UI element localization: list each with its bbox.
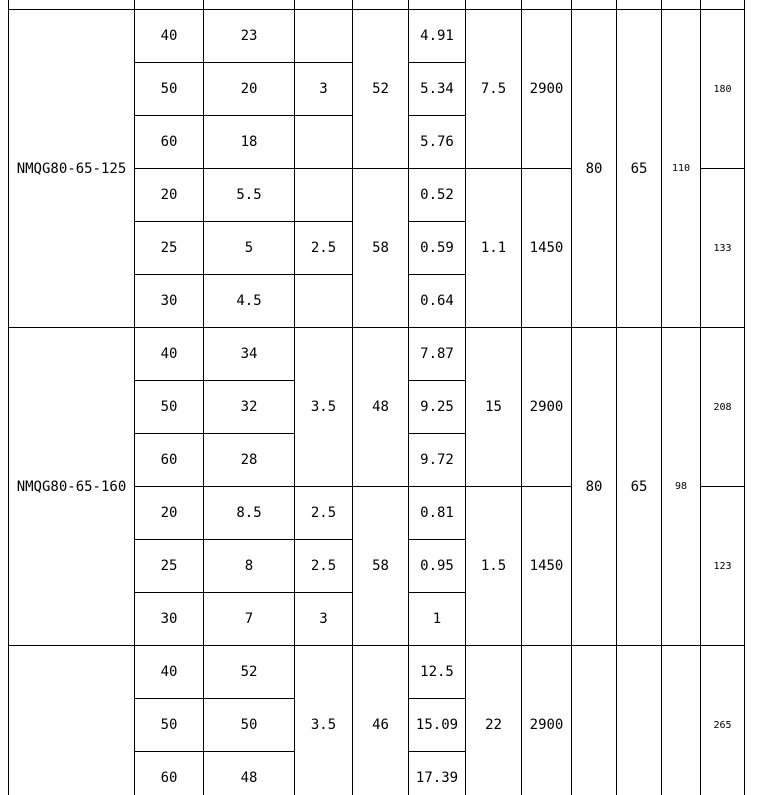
flow-cell: 20 [135, 487, 204, 540]
npsh-cell: 2.5 [295, 540, 353, 593]
motor-power-cell: 7.5 [466, 10, 522, 169]
shaft-power-cell: 0.59 [409, 222, 466, 275]
shaft-power-cell: 0.52 [409, 169, 466, 222]
efficiency-cell: 58 [353, 169, 409, 328]
shaft-power-cell: 5.76 [409, 116, 466, 169]
head-cell: 34 [204, 328, 295, 381]
npsh-cell: 2.5 [295, 222, 353, 275]
motor-power-cell: 15 [466, 328, 522, 487]
pump-spec-table [8, 0, 745, 795]
efficiency-cell: 48 [353, 328, 409, 487]
head-cell: 48 [204, 752, 295, 795]
flow-cell: 60 [135, 116, 204, 169]
table-row [9, 10, 745, 63]
rpm-cell: 2900 [522, 328, 572, 487]
motor-power-cell: 1.1 [466, 169, 522, 328]
head-cell: 18 [204, 116, 295, 169]
outlet-dn-cell: 65 [617, 10, 662, 328]
shaft-power-cell: 1 [409, 593, 466, 646]
motor-power-cell: 22 [466, 646, 522, 795]
table-row [9, 328, 745, 381]
npsh-cell [295, 10, 353, 63]
rpm-cell: 2900 [522, 10, 572, 169]
npsh-cell: 3.5 [295, 328, 353, 487]
flow-cell: 25 [135, 222, 204, 275]
shaft-power-cell: 0.81 [409, 487, 466, 540]
table-row [9, 0, 745, 10]
npsh-cell [295, 275, 353, 328]
npsh-cell [295, 169, 353, 222]
weight-cell: 123 [701, 487, 745, 646]
flow-cell: 40 [135, 10, 204, 63]
flow-cell: 25 [135, 540, 204, 593]
rpm-cell: 2900 [522, 646, 572, 795]
outlet-dn-cell: 65 [617, 328, 662, 646]
inlet-dn-cell: 80 [572, 10, 617, 328]
shaft-power-cell: 9.25 [409, 381, 466, 434]
shaft-power-cell: 4.91 [409, 10, 466, 63]
outlet-dn-cell [617, 646, 662, 795]
head-cell: 32 [204, 381, 295, 434]
head-cell: 50 [204, 699, 295, 752]
dimension-cell: 98 [662, 328, 701, 646]
head-cell: 4.5 [204, 275, 295, 328]
npsh-cell: 2.5 [295, 487, 353, 540]
shaft-power-cell: 7.87 [409, 328, 466, 381]
npsh-cell [295, 116, 353, 169]
flow-cell: 60 [135, 752, 204, 795]
rpm-cell: 1450 [522, 487, 572, 646]
weight-cell: 265 [701, 646, 745, 795]
efficiency-cell: 52 [353, 10, 409, 169]
dimension-cell [662, 646, 701, 795]
motor-power-cell: 1.5 [466, 487, 522, 646]
head-cell: 8.5 [204, 487, 295, 540]
model-cell [9, 646, 135, 795]
flow-cell: 30 [135, 593, 204, 646]
head-cell: 20 [204, 63, 295, 116]
flow-cell: 40 [135, 646, 204, 699]
flow-cell: 50 [135, 699, 204, 752]
weight-cell: 133 [701, 169, 745, 328]
efficiency-cell: 58 [353, 487, 409, 646]
efficiency-cell: 46 [353, 646, 409, 795]
flow-cell: 30 [135, 275, 204, 328]
shaft-power-cell: 15.09 [409, 699, 466, 752]
shaft-power-cell: 5.34 [409, 63, 466, 116]
model-cell: NMQG80-65-125 [9, 10, 135, 328]
shaft-power-cell: 0.95 [409, 540, 466, 593]
model-cell: NMQG80-65-160 [9, 328, 135, 646]
head-cell: 23 [204, 10, 295, 63]
head-cell: 8 [204, 540, 295, 593]
weight-cell: 180 [701, 10, 745, 169]
dimension-cell: 110 [662, 10, 701, 328]
shaft-power-cell: 12.5 [409, 646, 466, 699]
head-cell: 28 [204, 434, 295, 487]
npsh-cell: 3 [295, 63, 353, 116]
head-cell: 5 [204, 222, 295, 275]
shaft-power-cell: 17.39 [409, 752, 466, 795]
flow-cell: 60 [135, 434, 204, 487]
shaft-power-cell: 9.72 [409, 434, 466, 487]
flow-cell: 40 [135, 328, 204, 381]
inlet-dn-cell [572, 646, 617, 795]
flow-cell: 50 [135, 63, 204, 116]
inlet-dn-cell: 80 [572, 328, 617, 646]
rpm-cell: 1450 [522, 169, 572, 328]
npsh-cell: 3 [295, 593, 353, 646]
head-cell: 5.5 [204, 169, 295, 222]
flow-cell: 20 [135, 169, 204, 222]
table-row [9, 646, 745, 699]
weight-cell: 208 [701, 328, 745, 487]
head-cell: 52 [204, 646, 295, 699]
npsh-cell: 3.5 [295, 646, 353, 795]
flow-cell: 50 [135, 381, 204, 434]
shaft-power-cell: 0.64 [409, 275, 466, 328]
head-cell: 7 [204, 593, 295, 646]
